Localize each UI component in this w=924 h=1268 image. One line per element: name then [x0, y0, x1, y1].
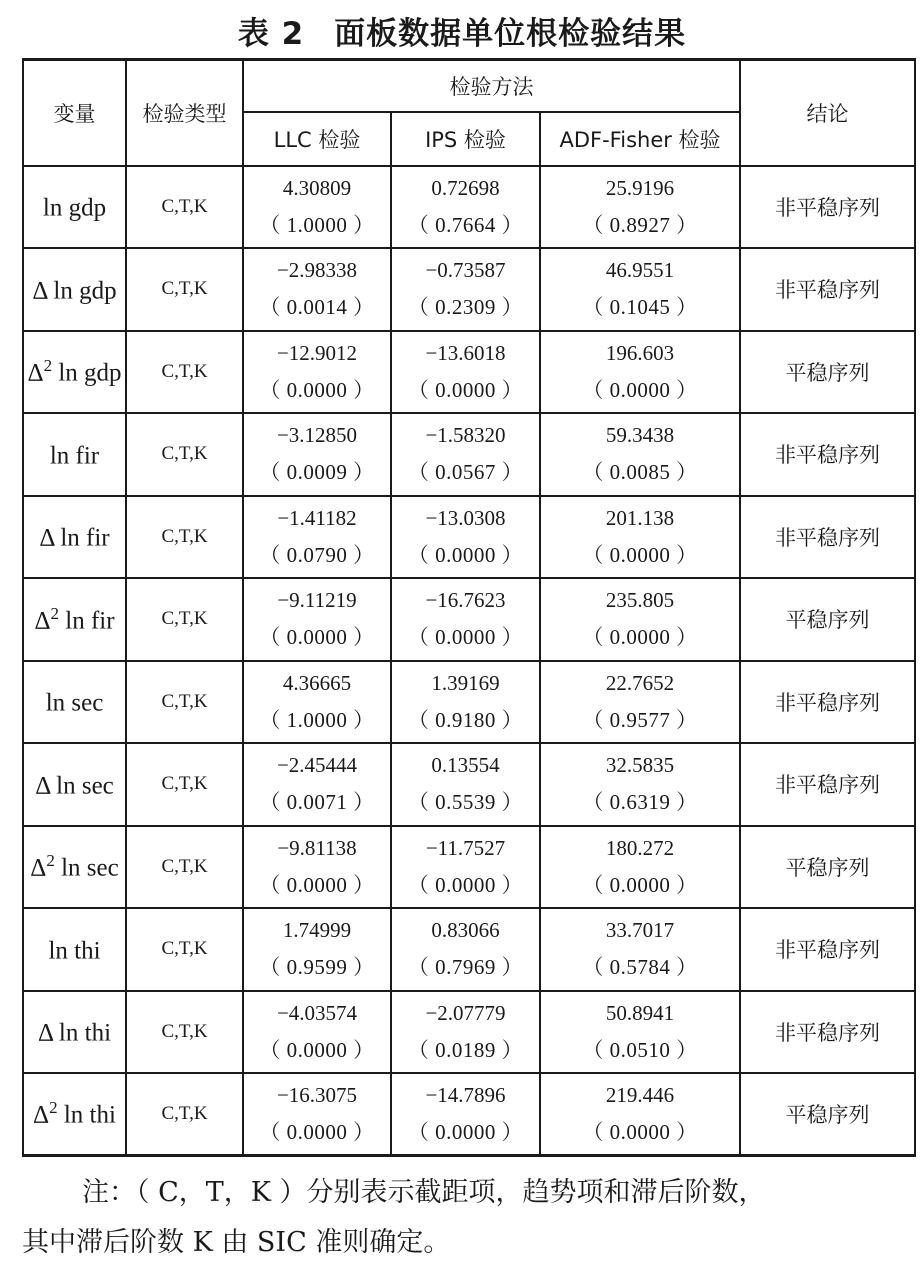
ips-statistic: −0.73587 [425, 258, 506, 283]
table-caption: 面板数据单位根检验结果 [334, 16, 687, 52]
llc-statistic: −16.3075 [276, 1083, 358, 1107]
ips-cell [391, 826, 540, 909]
llc-cell [243, 166, 391, 249]
variable-cell [23, 661, 126, 744]
adf-cell [540, 908, 740, 991]
llc-statistic: −2.98338 [276, 258, 358, 283]
llc-cell [243, 991, 391, 1074]
variable-cell [23, 331, 126, 414]
variable-name: ln sec [56, 771, 114, 799]
llc-p-value: （ 0.0000 ） [259, 625, 375, 650]
adf-statistic: 22.7652 [605, 670, 675, 695]
table-row [23, 578, 915, 661]
adf-statistic: 219.446 [605, 1083, 675, 1107]
llc-statistic: −2.45444 [276, 753, 358, 778]
ips-p-value: （ 0.7969 ） [407, 955, 524, 980]
variable-cell [23, 743, 126, 826]
table-row [23, 331, 915, 414]
difference-order: 2 [49, 1098, 58, 1118]
table-row [23, 908, 915, 991]
adf-statistic: 33.7017 [605, 918, 675, 943]
table-row [23, 248, 915, 331]
ips-p-value: （ 0.0000 ） [407, 625, 524, 650]
ips-p-value: （ 0.2309 ） [407, 295, 524, 320]
llc-statistic: −9.81138 [277, 835, 357, 860]
ips-p-value: （ 0.0000 ） [407, 1120, 524, 1144]
llc-cell [243, 661, 391, 744]
adf-cell [540, 1073, 740, 1156]
table-row [23, 496, 915, 579]
llc-p-value: （ 0.0000 ） [259, 377, 375, 402]
test-type-cell: C,T,K [126, 331, 243, 414]
adf-statistic: 201.138 [605, 505, 675, 530]
llc-p-value: （ 0.9599 ） [259, 955, 375, 980]
difference-order: 2 [50, 603, 60, 623]
difference-order: 2 [43, 356, 53, 376]
table-number: 表 2 [237, 16, 305, 52]
adf-p-value: （ 0.6319 ） [582, 790, 698, 815]
llc-cell [243, 908, 391, 991]
header-ips: IPS 检验 [391, 112, 540, 166]
header-adf-fisher: ADF-Fisher 检验 [540, 112, 740, 166]
difference-operator: Δ [33, 1101, 50, 1129]
adf-statistic: 196.603 [605, 340, 675, 365]
difference-operator: Δ [35, 771, 57, 799]
ips-statistic: −11.7527 [425, 835, 506, 860]
adf-cell [540, 248, 740, 331]
llc-statistic: 4.36665 [282, 670, 352, 695]
conclusion-cell: 非平稳序列 [740, 908, 915, 991]
note-line-1: 注：（ C，T，K ）分别表示截距项，趋势项和滞后阶数， [82, 1177, 766, 1208]
ips-p-value: （ 0.0000 ） [407, 872, 524, 897]
llc-p-value: （ 0.0009 ） [259, 460, 375, 485]
conclusion-cell: 非平稳序列 [740, 166, 915, 249]
llc-cell [243, 578, 391, 661]
header-llc: LLC 检验 [243, 112, 391, 166]
test-type-cell: C,T,K [126, 908, 243, 991]
unit-root-table [22, 58, 916, 1157]
adf-cell [540, 496, 740, 579]
llc-cell [243, 743, 391, 826]
ips-p-value: （ 0.0000 ） [407, 542, 524, 567]
variable-name: ln gdp [53, 276, 117, 304]
llc-cell [243, 826, 391, 909]
variable-cell [23, 496, 126, 579]
adf-statistic: 50.8941 [605, 1000, 675, 1025]
ips-statistic: 0.72698 [431, 175, 500, 200]
ips-cell [391, 661, 540, 744]
table-row [23, 166, 915, 249]
conclusion-cell: 非平稳序列 [740, 991, 915, 1074]
header-variable: 变量 [23, 60, 126, 166]
ips-statistic: −16.7623 [425, 588, 506, 613]
conclusion-cell: 平稳序列 [740, 331, 915, 414]
llc-statistic: −9.11219 [277, 588, 357, 613]
table-title [0, 8, 924, 53]
llc-p-value: （ 0.0071 ） [259, 790, 375, 815]
conclusion-cell: 非平稳序列 [740, 248, 915, 331]
adf-cell [540, 991, 740, 1074]
table-body [23, 166, 915, 1156]
ips-p-value: （ 0.0000 ） [407, 377, 524, 402]
ips-statistic: −1.58320 [425, 423, 506, 448]
variable-name: ln fir [60, 524, 110, 552]
ips-cell [391, 991, 540, 1074]
test-type-cell: C,T,K [126, 1073, 243, 1156]
ips-statistic: 1.39169 [431, 670, 500, 695]
llc-p-value: （ 0.0790 ） [259, 542, 375, 567]
adf-p-value: （ 0.0000 ） [582, 1120, 698, 1144]
difference-operator: Δ [39, 524, 61, 552]
llc-cell [243, 1073, 391, 1156]
ips-cell [391, 908, 540, 991]
test-type-cell: C,T,K [126, 578, 243, 661]
variable-cell [23, 166, 126, 249]
ips-p-value: （ 0.0189 ） [407, 1037, 524, 1062]
table-row [23, 743, 915, 826]
table-row [23, 1073, 915, 1156]
llc-statistic: −4.03574 [276, 1000, 358, 1025]
header-conclusion: 结论 [740, 60, 915, 166]
ips-cell [391, 1073, 540, 1156]
ips-cell [391, 248, 540, 331]
llc-cell [243, 413, 391, 496]
test-type-cell: C,T,K [126, 248, 243, 331]
variable-cell [23, 578, 126, 661]
conclusion-cell: 平稳序列 [740, 1073, 915, 1156]
llc-cell [243, 248, 391, 331]
variable-cell [23, 248, 126, 331]
adf-p-value: （ 0.1045 ） [582, 295, 698, 320]
test-type-cell: C,T,K [126, 743, 243, 826]
adf-p-value: （ 0.0510 ） [582, 1037, 698, 1062]
conclusion-cell: 非平稳序列 [740, 743, 915, 826]
adf-p-value: （ 0.0000 ） [582, 542, 698, 567]
llc-p-value: （ 0.0000 ） [259, 1120, 375, 1144]
conclusion-cell: 非平稳序列 [740, 661, 915, 744]
variable-name: ln thi [57, 1101, 116, 1129]
difference-order: 2 [46, 851, 55, 871]
llc-statistic: −12.9012 [276, 340, 358, 365]
adf-cell [540, 743, 740, 826]
llc-statistic: −3.12850 [276, 423, 358, 448]
adf-statistic: 46.9551 [605, 258, 675, 283]
variable-name: ln gdp [52, 359, 122, 387]
variable-cell [23, 826, 126, 909]
table-row [23, 413, 915, 496]
variable-cell [23, 1073, 126, 1156]
difference-operator: Δ [32, 276, 54, 304]
adf-p-value: （ 0.0000 ） [582, 625, 698, 650]
conclusion-cell: 平稳序列 [740, 826, 915, 909]
llc-p-value: （ 0.0014 ） [259, 295, 375, 320]
test-type-cell: C,T,K [126, 496, 243, 579]
variable-name: ln sec [45, 689, 104, 717]
variable-cell [23, 991, 126, 1074]
variable-name: ln sec [54, 854, 119, 882]
ips-p-value: （ 0.5539 ） [407, 790, 524, 815]
ips-statistic: −13.0308 [425, 505, 506, 530]
ips-cell [391, 496, 540, 579]
ips-statistic: −2.07779 [425, 1000, 506, 1025]
llc-p-value: （ 0.0000 ） [259, 872, 375, 897]
table-row [23, 661, 915, 744]
adf-cell [540, 661, 740, 744]
table-note [22, 1168, 914, 1268]
adf-cell [540, 826, 740, 909]
adf-cell [540, 166, 740, 249]
ips-cell [391, 413, 540, 496]
variable-name: ln thi [58, 1019, 112, 1047]
adf-statistic: 59.3438 [605, 423, 675, 448]
llc-cell [243, 496, 391, 579]
adf-statistic: 32.5835 [605, 753, 675, 778]
ips-statistic: 0.13554 [431, 753, 500, 778]
ips-statistic: −14.7896 [425, 1083, 506, 1107]
test-type-cell: C,T,K [126, 413, 243, 496]
test-type-cell: C,T,K [126, 166, 243, 249]
difference-operator: Δ [27, 359, 44, 387]
llc-statistic: 4.30809 [282, 175, 352, 200]
adf-p-value: （ 0.0000 ） [582, 377, 698, 402]
variable-name: ln gdp [42, 194, 107, 222]
llc-cell [243, 331, 391, 414]
ips-p-value: （ 0.0567 ） [407, 460, 524, 485]
variable-cell [23, 908, 126, 991]
adf-p-value: （ 0.8927 ） [582, 212, 698, 237]
adf-statistic: 25.9196 [605, 175, 675, 200]
difference-operator: Δ [30, 854, 47, 882]
conclusion-cell: 非平稳序列 [740, 413, 915, 496]
table-row [23, 826, 915, 909]
difference-operator: Δ [37, 1019, 59, 1047]
adf-cell [540, 331, 740, 414]
header-test-type: 检验类型 [126, 60, 243, 166]
adf-cell [540, 413, 740, 496]
adf-p-value: （ 0.9577 ） [582, 707, 698, 732]
variable-name: ln thi [48, 936, 101, 964]
ips-cell [391, 743, 540, 826]
test-type-cell: C,T,K [126, 826, 243, 909]
variable-name: ln fir [49, 441, 100, 469]
adf-statistic: 235.805 [605, 588, 675, 613]
variable-name: ln fir [59, 606, 115, 634]
adf-statistic: 180.272 [605, 835, 675, 860]
adf-p-value: （ 0.5784 ） [582, 955, 698, 980]
adf-p-value: （ 0.0085 ） [582, 460, 698, 485]
llc-p-value: （ 0.0000 ） [259, 1037, 375, 1062]
table-row [23, 991, 915, 1074]
test-type-cell: C,T,K [126, 661, 243, 744]
ips-cell [391, 166, 540, 249]
llc-statistic: −1.41182 [277, 505, 357, 530]
llc-p-value: （ 1.0000 ） [259, 707, 375, 732]
ips-p-value: （ 0.9180 ） [407, 707, 524, 732]
adf-p-value: （ 0.0000 ） [582, 872, 698, 897]
test-type-cell: C,T,K [126, 991, 243, 1074]
note-line-2: 其中滞后阶数 K 由 SIC 准则确定。 [22, 1227, 451, 1258]
ips-p-value: （ 0.7664 ） [407, 212, 524, 237]
adf-cell [540, 578, 740, 661]
llc-statistic: 1.74999 [282, 918, 352, 943]
conclusion-cell: 平稳序列 [740, 578, 915, 661]
conclusion-cell: 非平稳序列 [740, 496, 915, 579]
variable-cell [23, 413, 126, 496]
difference-operator: Δ [34, 606, 51, 634]
ips-cell [391, 578, 540, 661]
ips-statistic: 0.83066 [431, 918, 500, 943]
ips-statistic: −13.6018 [425, 340, 506, 365]
header-test-method: 检验方法 [243, 60, 740, 112]
llc-p-value: （ 1.0000 ） [259, 212, 375, 237]
ips-cell [391, 331, 540, 414]
